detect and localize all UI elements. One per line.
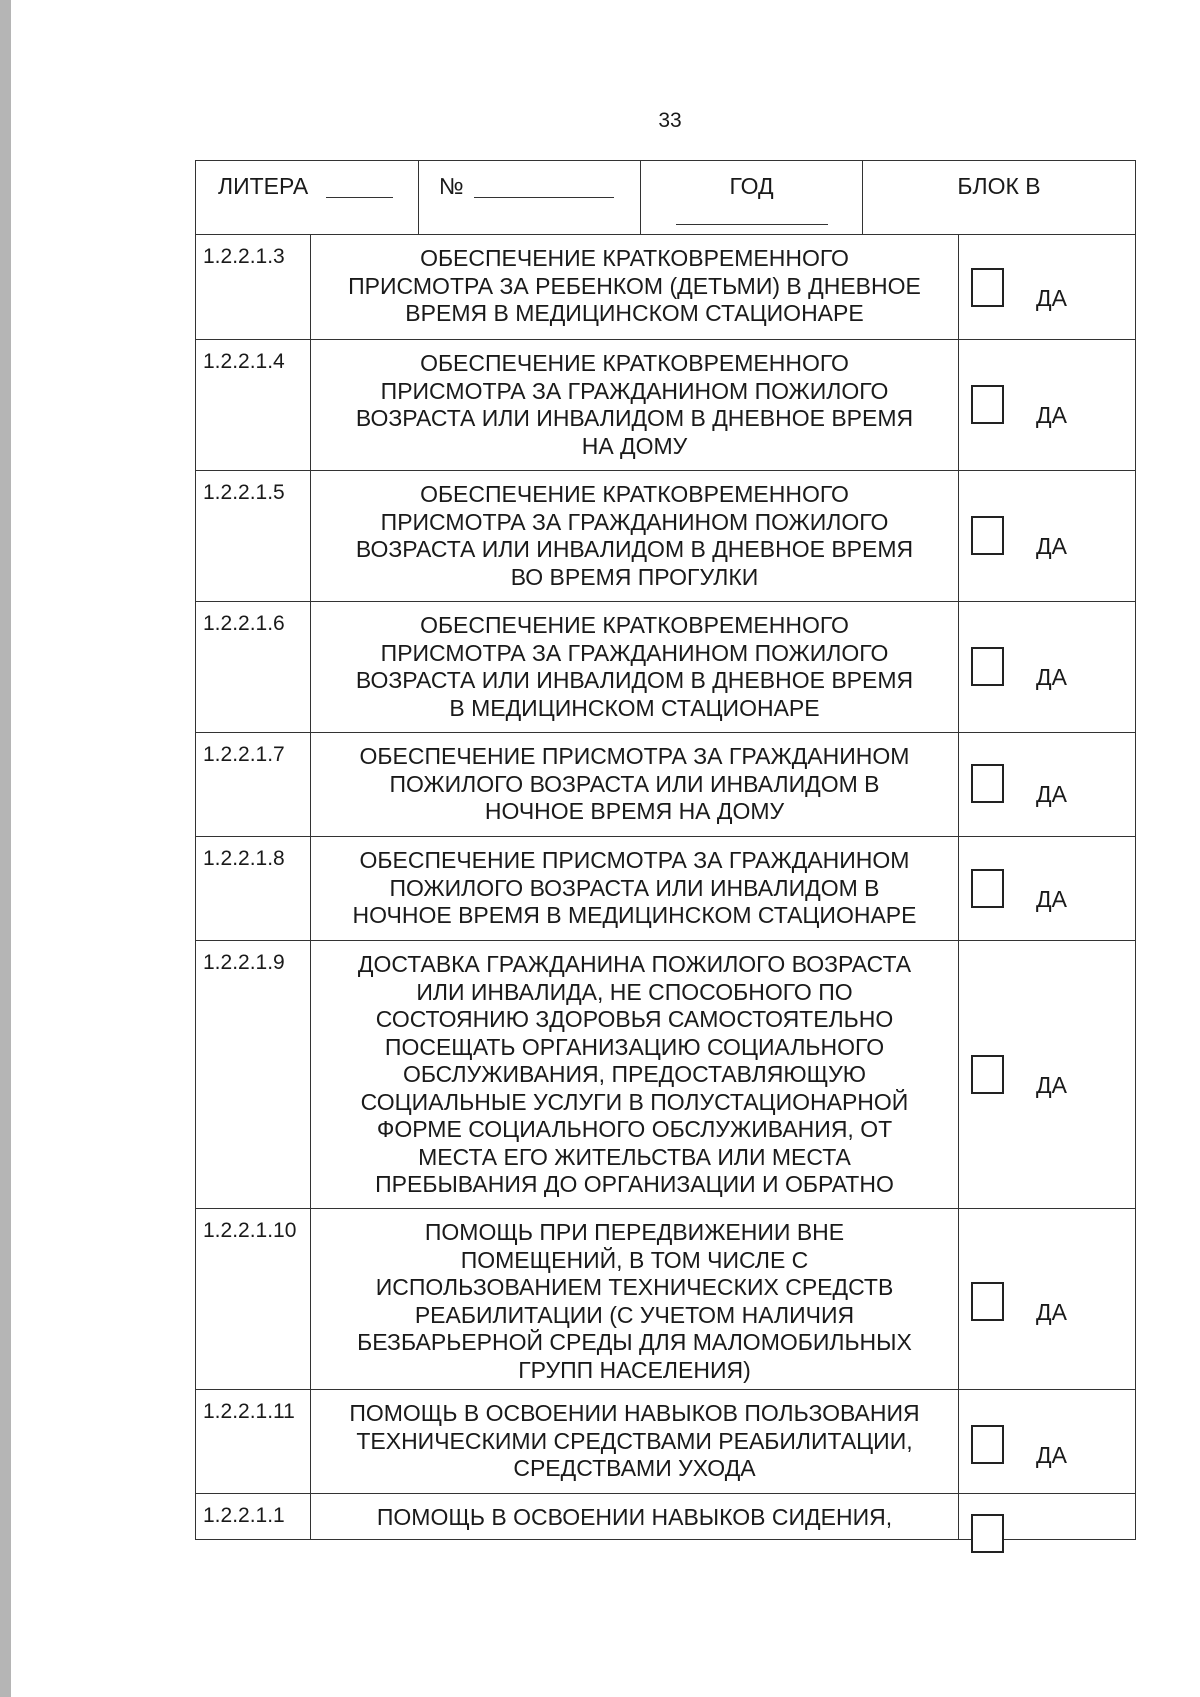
row-code: 1.2.2.1.4 [196, 340, 311, 470]
number-field[interactable] [474, 197, 614, 198]
row-answer-cell [958, 733, 1135, 836]
page-number: 33 [658, 109, 682, 132]
row-text: ОБЕСПЕЧЕНИЕ КРАТКОВРЕМЕННОГО ПРИСМОТРА ЗА ГРАЖДАНИНОМ ПОЖИЛОГО ВОЗРАСТА ИЛИ ИНВАЛИДОМ В ДНЕВНОЕ ВРЕМЯ НА ДОМУ [355, 350, 914, 459]
row-text: ДОСТАВКА ГРАЖДАНИНА ПОЖИЛОГО ВОЗРАСТА ИЛИ ИНВАЛИДА, НЕ СПОСОБНОГО ПО СОСТОЯНИЮ ЗДОРОВЬЯ САМОСТОЯТЕЛЬНО ПОСЕЩАТЬ ОРГАНИЗАЦИЮ СОЦИАЛЬНОГО ОБСЛУЖИВАНИЯ, ПРЕДОСТАВЛЯЮЩУЮ СОЦИАЛЬНЫЕ УСЛУГИ В ПОЛУСТАЦИОНАРНОЙ ФОРМЕ СОЦИАЛЬНОГО ОБСЛУЖИВАНИЯ, ОТ МЕСТА ЕГО ЖИТЕЛЬСТВА ИЛИ МЕСТА ПРЕБЫВАНИЯ ДО ОРГАНИЗАЦИИ И ОБРАТНО [357, 951, 912, 1197]
yes-label: ДА [1036, 886, 1067, 912]
yes-label: ДА [1036, 285, 1067, 311]
yes-label: ДА [1036, 402, 1067, 428]
block-label: БЛОК В [957, 173, 1041, 199]
checkbox[interactable] [971, 869, 1004, 908]
scan-edge [0, 0, 11, 1697]
header-litera-cell [196, 161, 419, 234]
row-answer-cell [958, 602, 1135, 732]
table-row [196, 235, 1135, 339]
table-row [196, 1208, 1135, 1389]
header-year-cell [641, 161, 863, 234]
checkbox[interactable] [971, 1425, 1004, 1464]
litera-field[interactable] [326, 197, 393, 198]
year-label: ГОД [729, 173, 774, 199]
header-table [195, 160, 1136, 235]
row-code: 1.2.2.1.5 [196, 471, 311, 601]
row-code: 1.2.2.1.10 [196, 1209, 311, 1389]
checkbox[interactable] [971, 1514, 1004, 1553]
checkbox[interactable] [971, 647, 1004, 686]
checkbox[interactable] [971, 1055, 1004, 1094]
row-code: 1.2.2.1.3 [196, 235, 311, 339]
row-answer-cell [958, 235, 1135, 339]
table-row [196, 470, 1135, 601]
number-label: № [439, 173, 464, 199]
yes-label: ДА [1036, 1072, 1067, 1098]
checkbox[interactable] [971, 268, 1004, 307]
yes-label: ДА [1036, 533, 1067, 559]
services-table [195, 235, 1136, 1540]
header-block-cell [863, 161, 1135, 234]
yes-label: ДА [1036, 1442, 1067, 1468]
year-field[interactable] [676, 224, 828, 225]
row-text: ОБЕСПЕЧЕНИЕ КРАТКОВРЕМЕННОГО ПРИСМОТРА ЗА РЕБЕНКОМ (ДЕТЬМИ) В ДНЕВНОЕ ВРЕМЯ В МЕДИЦИНСКОМ СТАЦИОНАРЕ [348, 245, 921, 326]
litera-label: ЛИТЕРА [218, 173, 309, 199]
row-code: 1.2.2.1.6 [196, 602, 311, 732]
table-row [196, 1389, 1135, 1493]
row-answer-cell [958, 941, 1135, 1208]
row-answer-cell [958, 340, 1135, 470]
yes-label: ДА [1036, 664, 1067, 690]
row-text: ОБЕСПЕЧЕНИЕ КРАТКОВРЕМЕННОГО ПРИСМОТРА ЗА ГРАЖДАНИНОМ ПОЖИЛОГО ВОЗРАСТА ИЛИ ИНВАЛИДОМ В ДНЕВНОЕ ВРЕМЯ ВО ВРЕМЯ ПРОГУЛКИ [355, 481, 914, 590]
header-number-cell [419, 161, 641, 234]
row-answer-cell [958, 1390, 1135, 1493]
row-text: ОБЕСПЕЧЕНИЕ ПРИСМОТРА ЗА ГРАЖДАНИНОМ ПОЖИЛОГО ВОЗРАСТА ИЛИ ИНВАЛИДОМ В НОЧНОЕ ВРЕМЯ В МЕДИЦИНСКОМ СТАЦИОНАРЕ [352, 847, 917, 928]
row-code: 1.2.2.1.7 [196, 733, 311, 836]
table-row [196, 732, 1135, 836]
table-row [196, 836, 1135, 940]
table-row [196, 940, 1135, 1208]
table-row [196, 339, 1135, 470]
row-text: ПОМОЩЬ В ОСВОЕНИИ НАВЫКОВ СИДЕНИЯ, [376, 1504, 893, 1530]
row-code: 1.2.2.1.9 [196, 941, 311, 1208]
yes-label: ДА [1036, 781, 1067, 807]
row-answer-cell [958, 1494, 1135, 1539]
row-answer-cell [958, 837, 1135, 940]
row-text: ОБЕСПЕЧЕНИЕ ПРИСМОТРА ЗА ГРАЖДАНИНОМ ПОЖИЛОГО ВОЗРАСТА ИЛИ ИНВАЛИДОМ В НОЧНОЕ ВРЕМЯ НА ДОМУ [359, 743, 910, 824]
checkbox[interactable] [971, 385, 1004, 424]
row-code: 1.2.2.1.1 [196, 1494, 311, 1539]
checkbox[interactable] [971, 1282, 1004, 1321]
row-code: 1.2.2.1.8 [196, 837, 311, 940]
row-answer-cell [958, 1209, 1135, 1389]
row-code: 1.2.2.1.11 [196, 1390, 311, 1493]
checkbox[interactable] [971, 764, 1004, 803]
checkbox[interactable] [971, 516, 1004, 555]
row-answer-cell [958, 471, 1135, 601]
yes-label: ДА [1036, 1299, 1067, 1325]
row-text: ПОМОЩЬ В ОСВОЕНИИ НАВЫКОВ ПОЛЬЗОВАНИЯ ТЕХНИЧЕСКИМИ СРЕДСТВАМИ РЕАБИЛИТАЦИИ, СРЕДСТВАМИ УХОДА [349, 1400, 920, 1481]
table-row [196, 1493, 1135, 1539]
row-text: ПОМОЩЬ ПРИ ПЕРЕДВИЖЕНИИ ВНЕ ПОМЕЩЕНИЙ, В ТОМ ЧИСЛЕ С ИСПОЛЬЗОВАНИЕМ ТЕХНИЧЕСКИХ СРЕДСТВ РЕАБИЛИТАЦИИ (С УЧЕТОМ НАЛИЧИЯ БЕЗБАРЬЕРНОЙ СРЕДЫ ДЛЯ МАЛОМОБИЛЬНЫХ ГРУПП НАСЕЛЕНИЯ) [357, 1219, 912, 1383]
row-text: ОБЕСПЕЧЕНИЕ КРАТКОВРЕМЕННОГО ПРИСМОТРА ЗА ГРАЖДАНИНОМ ПОЖИЛОГО ВОЗРАСТА ИЛИ ИНВАЛИДОМ В ДНЕВНОЕ ВРЕМЯ В МЕДИЦИНСКОМ СТАЦИОНАРЕ [355, 612, 914, 721]
table-row [196, 601, 1135, 732]
